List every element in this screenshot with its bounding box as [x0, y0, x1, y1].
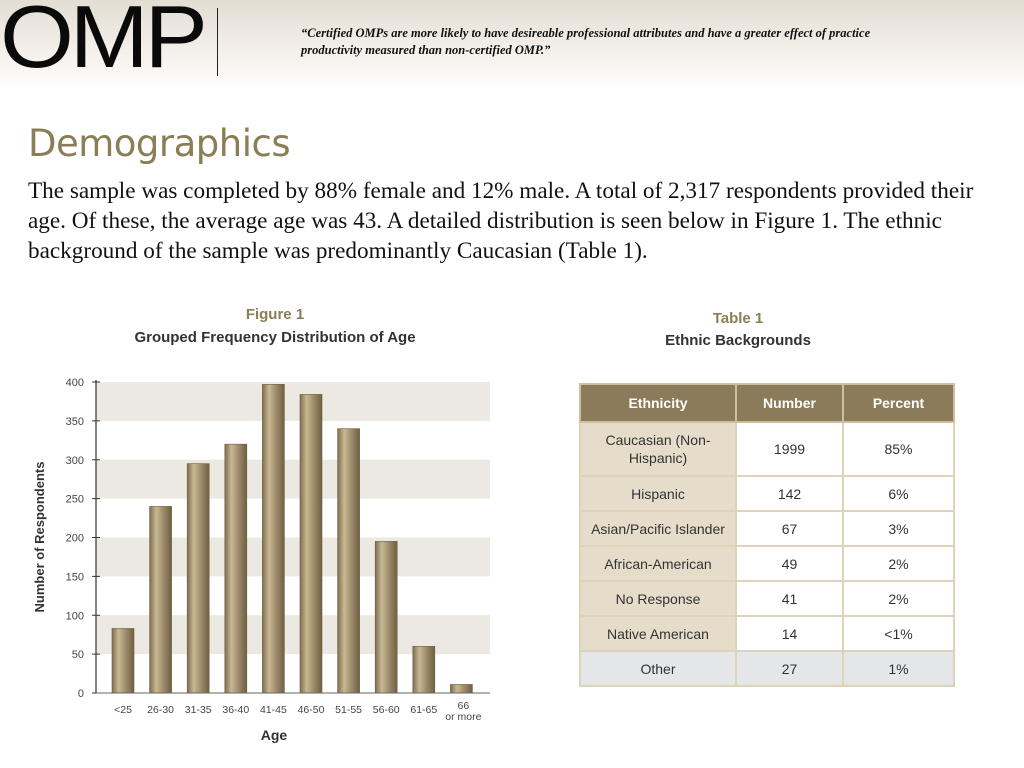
- bar: [450, 684, 472, 693]
- x-axis-label: Age: [260, 727, 288, 743]
- bar: [413, 646, 435, 693]
- page-title: Demographics: [28, 122, 291, 165]
- grid-band: [96, 460, 490, 499]
- ethnicity-cell: Hispanic: [580, 476, 736, 511]
- bar: [375, 541, 397, 693]
- x-tick-label: 41-45: [259, 704, 287, 716]
- age-distribution-chart: [20, 360, 510, 750]
- x-tick-label: or more: [445, 711, 482, 723]
- bar: [338, 429, 360, 693]
- number-cell: 1999: [736, 422, 843, 476]
- x-tick-label: 26-30: [147, 704, 175, 716]
- x-tick-label: 31-35: [184, 704, 212, 716]
- percent-cell: 3%: [843, 511, 954, 546]
- y-tick-label: 300: [65, 454, 84, 467]
- percent-cell: 85%: [843, 422, 954, 476]
- x-tick-label: 51-55: [335, 704, 363, 716]
- x-tick-label: 61-65: [410, 704, 438, 716]
- ethnicity-cell: Other: [580, 651, 736, 686]
- table-row: [580, 546, 954, 581]
- ethnicity-cell: Asian/Pacific Islander: [580, 511, 736, 546]
- bar: [225, 444, 247, 693]
- bar: [150, 506, 172, 693]
- ethnicity-cell: No Response: [580, 581, 736, 616]
- ethnicity-cell: Native American: [580, 616, 736, 651]
- chart-title: Grouped Frequency Distribution of Age: [134, 329, 416, 346]
- y-tick-label: 0: [77, 688, 84, 700]
- table-title: Ethnic Backgrounds: [665, 332, 811, 349]
- table-row: [580, 651, 954, 686]
- x-tick-label: 46-50: [297, 704, 325, 716]
- grid-band: [96, 382, 490, 421]
- number-cell: 49: [736, 546, 843, 581]
- bar: [262, 384, 284, 693]
- number-cell: 14: [736, 616, 843, 651]
- x-tick-label: 66: [457, 700, 470, 712]
- y-tick-label: 50: [71, 649, 84, 662]
- y-tick-label: 350: [65, 415, 84, 428]
- number-cell: 27: [736, 651, 843, 686]
- header-ethnicity: Ethnicity: [580, 384, 736, 422]
- percent-cell: <1%: [843, 616, 954, 651]
- x-tick-label: 56-60: [372, 704, 400, 716]
- percent-cell: 2%: [843, 546, 954, 581]
- x-tick-label: 36-40: [222, 704, 250, 716]
- y-axis-label: Number of Respondents: [32, 461, 47, 613]
- table-caption: Table 1: [712, 310, 764, 327]
- y-tick-label: 250: [65, 493, 84, 506]
- bar: [187, 464, 209, 693]
- y-tick-label: 200: [65, 532, 84, 545]
- omp-logo: OMP: [0, 0, 204, 86]
- table-row: [580, 422, 954, 476]
- body-paragraph: The sample was completed by 88% female and 12% male. A total of 2,317 respondents provided their age. Of these, the average age was 43. A detailed distribution is seen below in Figure 1. The ethnic background of the sample was predominantly Caucasian (Table 1).: [28, 178, 974, 264]
- ethnicity-cell: Caucasian (Non-Hispanic): [580, 422, 736, 476]
- table-header-row: [580, 384, 954, 422]
- table-row: [580, 581, 954, 616]
- figure-caption: Figure 1: [245, 306, 305, 323]
- number-cell: 142: [736, 476, 843, 511]
- y-tick-label: 400: [65, 377, 84, 389]
- y-tick-label: 100: [65, 610, 84, 623]
- bar: [300, 394, 322, 693]
- bar: [112, 628, 134, 693]
- ethnicity-table: [579, 383, 955, 687]
- percent-cell: 1%: [843, 651, 954, 686]
- y-tick-label: 150: [65, 571, 84, 584]
- header-number: Number: [736, 384, 843, 422]
- header-quote: “Certified OMPs are more likely to have desireable professional attributes and have a greater effect of practice productivity measured than non-certified OMP.”: [301, 26, 871, 57]
- logo-divider: [217, 8, 218, 76]
- x-tick-label: <25: [114, 704, 132, 716]
- percent-cell: 6%: [843, 476, 954, 511]
- header-percent: Percent: [843, 384, 954, 422]
- table-row: [580, 616, 954, 651]
- ethnicity-cell: African-American: [580, 546, 736, 581]
- number-cell: 41: [736, 581, 843, 616]
- percent-cell: 2%: [843, 581, 954, 616]
- number-cell: 67: [736, 511, 843, 546]
- table-row: [580, 511, 954, 546]
- table-row: [580, 476, 954, 511]
